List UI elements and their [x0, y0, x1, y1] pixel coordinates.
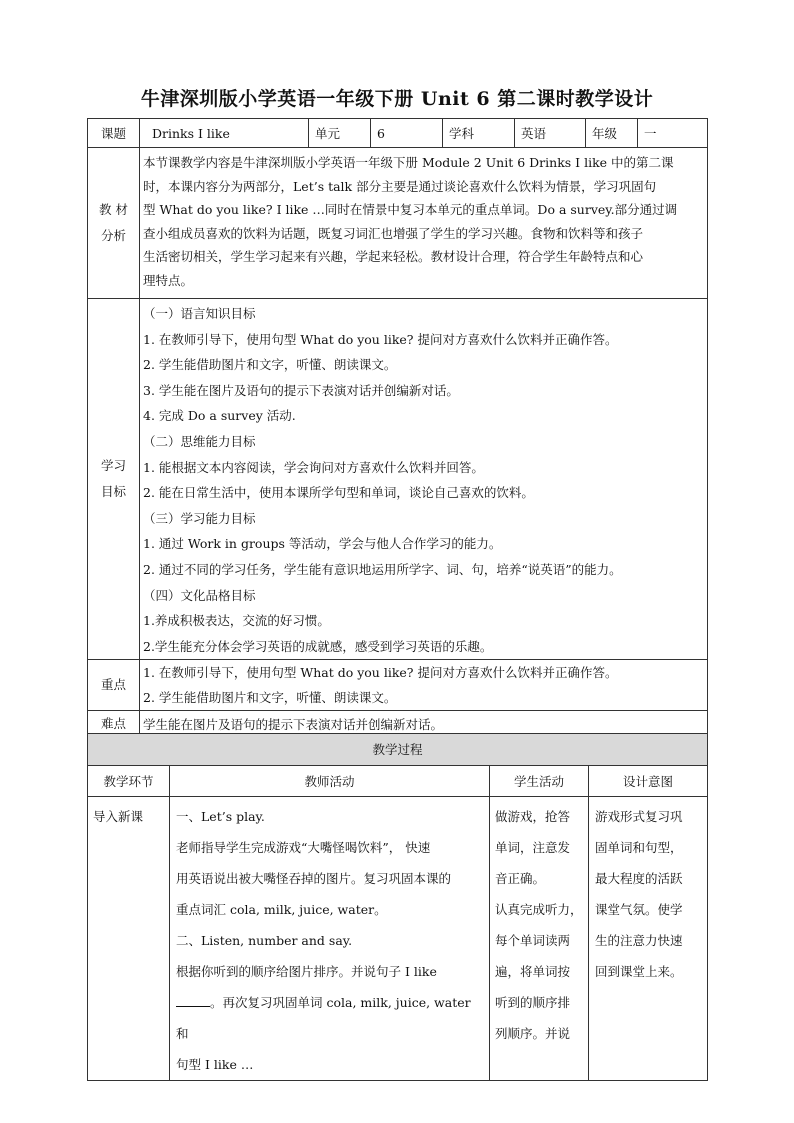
- intent-line: 课堂气氛。使学: [595, 902, 683, 917]
- analysis-line: 时，本课内容分为两部分，Let’s talk 部分主要是通过谈论喜欢什么饮料为情景，学习巩固句: [143, 178, 657, 194]
- objective-item: 1. 在教师引导下，使用句型 What do you like? 提问对方喜欢什么饮料并正确作答。: [143, 331, 618, 347]
- analysis-label: [88, 148, 140, 299]
- objective-heading: （四）文化品格目标: [143, 587, 256, 603]
- student-line: 单词，注意发: [495, 840, 571, 855]
- topic-value: Drinks I like: [140, 119, 309, 148]
- difficulty-label: 难点: [88, 711, 140, 738]
- teacher-line: 老师指导学生完成游戏“大嘴怪喝饮料”， 快速: [176, 840, 431, 855]
- analysis-line: 生活密切相关，学生学习起来有兴趣，学起来轻松。教材设计合理，符合学生年龄特点和心: [143, 249, 644, 264]
- header-row: [88, 119, 708, 148]
- analysis-label-line2: 分析: [100, 228, 126, 243]
- lesson-info-table: [87, 118, 708, 738]
- analysis-line: 查小组成员喜欢的饮料为话题，既复习词汇也增强了学生的学习兴趣。食物和饮料等和孩子: [143, 225, 644, 241]
- teacher-activity-cell: [170, 797, 490, 1081]
- process-row: [88, 797, 708, 1081]
- analysis-line: 型 What do you like? I like …同时在情景中复习本单元的重点单词。Do a survey.部分通过调: [143, 202, 678, 217]
- objective-item: 3. 学生能在图片及语句的提示下表演对话并创编新对话。: [143, 382, 459, 398]
- process-columns-row: [88, 766, 708, 797]
- objective-heading: （一）语言知识目标: [143, 306, 256, 321]
- analysis-line: 本节课教学内容是牛津深圳版小学英语一年级下册 Module 2 Unit 6 Drinks I like 中的第二课: [143, 155, 674, 170]
- objective-item: 2. 通过不同的学习任务，学生能有意识地运用所学字、词、句，培养“说英语”的能力。: [143, 561, 622, 577]
- student-line: 遍，将单词按: [495, 964, 571, 979]
- unit-label: 单元: [309, 119, 371, 148]
- objectives-label-line1: 学习: [100, 458, 126, 474]
- key-points-label: 重点: [88, 660, 140, 711]
- student-line: 每个单词读两: [495, 933, 571, 948]
- objective-item: 1. 能根据文本内容阅读，学会询问对方喜欢什么饮料并回答。: [143, 459, 484, 475]
- analysis-line: 理特点。: [143, 272, 194, 288]
- column-teacher: 教师活动: [170, 766, 490, 797]
- subject-label: 学科: [443, 119, 515, 148]
- objectives-label-line2: 目标: [100, 484, 126, 500]
- intent-line: 游戏形式复习巩: [595, 809, 683, 824]
- objectives-row: [88, 299, 708, 660]
- teacher-line: 根据你听到的顺序给图片排序。并说句子 I like: [176, 964, 437, 979]
- column-stage: 教学环节: [88, 766, 170, 797]
- key-point-item: 1. 在教师引导下，使用句型 What do you like? 提问对方喜欢什么饮料并正确作答。: [143, 665, 618, 681]
- fill-in-blank: [176, 992, 210, 1007]
- objective-item: 2. 学生能借助图片和文字，听懂、朗读课文。: [143, 357, 397, 373]
- design-intent-cell: [589, 797, 708, 1081]
- analysis-row: [88, 148, 708, 299]
- objective-heading: （三）学习能力目标: [143, 510, 256, 526]
- difficulty-text: 学生能在图片及语句的提示下表演对话并创编新对话。: [140, 711, 708, 738]
- subject-value: 英语: [515, 119, 586, 148]
- objective-heading: （二）思维能力目标: [143, 433, 256, 449]
- objective-item: 2.学生能充分体会学习英语的成就感，感受到学习英语的乐趣。: [143, 638, 493, 654]
- objective-item: 1. 通过 Work in groups 等活动，学会与他人合作学习的能力。: [143, 536, 502, 552]
- stage-cell: 导入新课: [88, 797, 170, 1081]
- process-table: [87, 733, 708, 1081]
- column-student: 学生活动: [490, 766, 589, 797]
- process-header-row: [88, 734, 708, 766]
- teacher-line: 一、Let’s play.: [176, 809, 265, 824]
- student-activity-cell: [490, 797, 589, 1081]
- grade-value: 一: [638, 119, 708, 148]
- teacher-line: 句型 I like …: [176, 1057, 254, 1072]
- student-line: 认真完成听力，: [495, 902, 583, 917]
- teacher-line: 用英语说出被大嘴怪吞掉的图片。复习巩固本课的: [176, 871, 452, 886]
- teacher-line: 重点词汇 cola, milk, juice, water。: [176, 902, 387, 917]
- intent-line: 固单词和句型，: [595, 840, 683, 855]
- grade-label: 年级: [586, 119, 638, 148]
- key-points-text: [140, 660, 708, 711]
- objective-item: 2. 能在日常生活中，使用本课所学句型和单词，谈论自己喜欢的饮料。: [143, 485, 534, 501]
- key-point-item: 2. 学生能借助图片和文字，听懂、朗读课文。: [143, 690, 397, 706]
- topic-label: 课题: [88, 119, 140, 148]
- intent-line: 回到课堂上来。: [595, 964, 683, 979]
- column-intent: 设计意图: [589, 766, 708, 797]
- student-line: 列顺序。并说: [495, 1026, 571, 1041]
- objectives-text: [140, 299, 708, 660]
- teacher-line-text: 。再次复习巩固单词 cola, milk, juice, water 和: [176, 995, 471, 1041]
- objectives-label: [88, 299, 140, 660]
- teacher-line: 二、Listen, number and say.: [176, 933, 353, 948]
- intent-line: 最大程度的活跃: [595, 871, 683, 886]
- intent-line: 生的注意力快速: [595, 933, 683, 948]
- student-line: 听到的顺序排: [495, 995, 571, 1010]
- key-points-row: [88, 660, 708, 711]
- teacher-line-with-blank: [176, 987, 485, 1049]
- student-line: 做游戏，抢答: [495, 809, 571, 824]
- page-title: 牛津深圳版小学英语一年级下册 Unit 6 第二课时教学设计: [140, 88, 654, 110]
- analysis-text: [140, 148, 708, 299]
- analysis-label-line1: 教 材: [99, 202, 128, 217]
- objective-item: 4. 完成 Do a survey 活动.: [143, 408, 296, 424]
- unit-value: 6: [371, 119, 443, 148]
- student-line: 音正确。: [495, 871, 546, 886]
- objective-item: 1.养成积极表达，交流的好习惯。: [143, 613, 330, 629]
- process-header: 教学过程: [88, 734, 708, 766]
